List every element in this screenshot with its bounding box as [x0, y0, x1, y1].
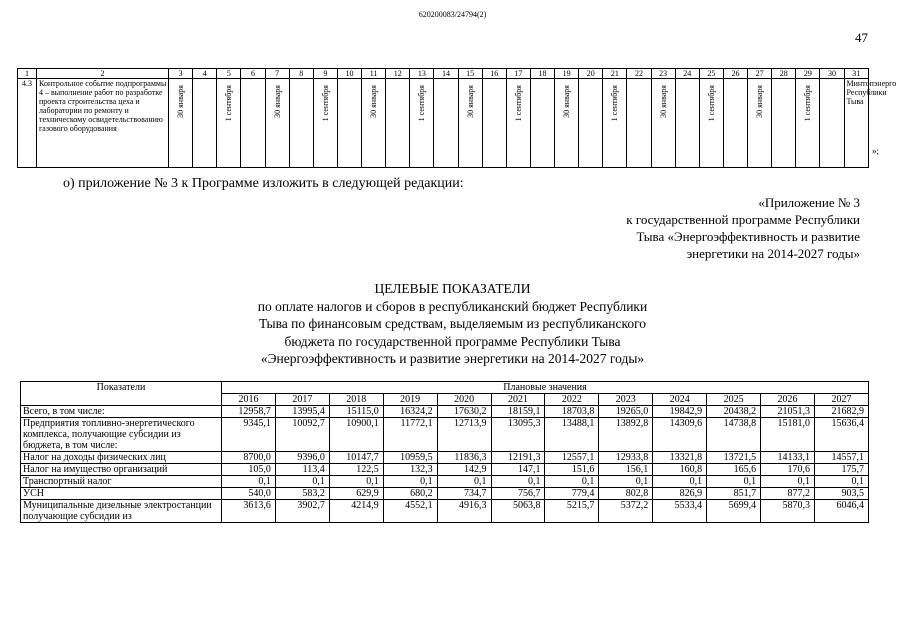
date-cell	[651, 79, 675, 168]
row-label: Предприятия топливно-энергетического комплекса, получающие субсидии из бюджета, в том числе:	[21, 418, 222, 452]
date-cell	[434, 79, 458, 168]
page-number: 47	[855, 30, 868, 45]
column-number: 13	[410, 69, 434, 79]
value-cell: 0,1	[599, 476, 653, 488]
column-number: 15	[458, 69, 482, 79]
column-number: 26	[723, 69, 747, 79]
item-number: 4.3	[18, 79, 37, 168]
column-number: 24	[675, 69, 699, 79]
value-cell: 0,1	[222, 476, 276, 488]
value-cell: 877,2	[761, 488, 815, 500]
value-cell: 0,1	[653, 476, 707, 488]
value-cell: 12191,3	[491, 452, 545, 464]
value-cell: 142,9	[437, 464, 491, 476]
value-cell: 13995,4	[275, 406, 329, 418]
value-cell: 3902,7	[275, 500, 329, 523]
date-cell	[289, 79, 313, 168]
value-cell: 11772,1	[383, 418, 437, 452]
date-cell	[386, 79, 410, 168]
date-cell	[579, 79, 603, 168]
value-cell: 15636,4	[814, 418, 868, 452]
column-number: 12	[386, 69, 410, 79]
responsible-party: Минтопэнерго Республики Тыва	[844, 79, 869, 168]
column-number: 30	[820, 69, 844, 79]
value-cell: 170,6	[761, 464, 815, 476]
year-header: 2019	[383, 394, 437, 406]
row-label: Муниципальные дизельные электростанции получающие субсидии из	[21, 500, 222, 523]
value-cell: 5870,3	[761, 500, 815, 523]
heading-line: по оплате налогов и сборов в республиканский бюджет Республики	[257, 298, 648, 314]
year-header: 2026	[761, 394, 815, 406]
value-cell: 5215,7	[545, 500, 599, 523]
value-cell: 680,2	[383, 488, 437, 500]
value-cell: 14309,6	[653, 418, 707, 452]
value-cell: 13892,8	[599, 418, 653, 452]
row-label: Налог на доходы физических лиц	[21, 452, 222, 464]
column-number: 16	[482, 69, 506, 79]
date-label: 30 января	[272, 85, 282, 118]
value-cell: 4214,9	[329, 500, 383, 523]
value-cell: 160,8	[653, 464, 707, 476]
value-cell: 0,1	[383, 476, 437, 488]
column-number: 29	[796, 69, 820, 79]
column-number: 14	[434, 69, 458, 79]
value-cell: 19265,0	[599, 406, 653, 418]
date-cell	[362, 79, 386, 168]
date-label: 30 января	[755, 85, 765, 118]
schedule-table	[17, 68, 897, 168]
date-cell	[530, 79, 554, 168]
column-number: 27	[748, 69, 772, 79]
date-cell	[241, 79, 265, 168]
date-cell	[313, 79, 337, 168]
value-cell: 0,1	[491, 476, 545, 488]
value-cell: 5063,8	[491, 500, 545, 523]
date-label: 30 января	[369, 85, 379, 118]
value-cell: 4552,1	[383, 500, 437, 523]
value-cell: 0,1	[437, 476, 491, 488]
value-cell: 5699,4	[707, 500, 761, 523]
column-number: 7	[265, 69, 289, 79]
value-cell: 0,1	[814, 476, 868, 488]
column-number: 6	[241, 69, 265, 79]
column-number: 25	[699, 69, 723, 79]
date-cell	[217, 79, 241, 168]
column-number: 4	[193, 69, 217, 79]
date-cell	[723, 79, 747, 168]
value-cell: 12557,1	[545, 452, 599, 464]
value-cell: 0,1	[707, 476, 761, 488]
heading-line: «Энергоэффективность и развитие энергетики на 2014-2027 годы»	[260, 351, 645, 366]
table-row	[21, 476, 869, 488]
year-header: 2022	[545, 394, 599, 406]
value-cell: 15115,0	[329, 406, 383, 418]
table-row	[21, 418, 869, 452]
year-header: 2027	[814, 394, 868, 406]
value-cell: 156,1	[599, 464, 653, 476]
value-cell: 122,5	[329, 464, 383, 476]
value-cell: 9396,0	[275, 452, 329, 464]
date-cell	[265, 79, 289, 168]
appendix-line: «Приложение № 3	[758, 195, 860, 210]
column-number: 2	[37, 69, 169, 79]
instruction-paragraph: о) приложение № 3 к Программе изложить в следующей редакции:	[63, 176, 464, 191]
date-cell	[627, 79, 651, 168]
table-row	[21, 464, 869, 476]
value-cell: 132,3	[383, 464, 437, 476]
value-cell: 105,0	[222, 464, 276, 476]
value-cell: 629,9	[329, 488, 383, 500]
value-cell: 10092,7	[275, 418, 329, 452]
value-cell: 13721,5	[707, 452, 761, 464]
date-cell	[772, 79, 796, 168]
column-number: 18	[530, 69, 554, 79]
date-cell	[458, 79, 482, 168]
value-cell: 113,4	[275, 464, 329, 476]
value-cell: 851,7	[707, 488, 761, 500]
heading-line: бюджета по государственной программе Республики Тыва	[284, 333, 621, 349]
value-cell: 13095,3	[491, 418, 545, 452]
document-number: 620200083/24794(2)	[418, 10, 487, 19]
value-cell: 21051,3	[761, 406, 815, 418]
year-header: 2016	[222, 394, 276, 406]
date-cell	[555, 79, 579, 168]
value-cell: 13488,1	[545, 418, 599, 452]
value-cell: 13321,8	[653, 452, 707, 464]
column-number: 8	[289, 69, 313, 79]
value-cell: 756,7	[491, 488, 545, 500]
date-label: 30 января	[465, 85, 475, 118]
date-cell	[796, 79, 820, 168]
value-cell: 12958,7	[222, 406, 276, 418]
value-cell: 903,5	[814, 488, 868, 500]
value-cell: 3613,6	[222, 500, 276, 523]
value-cell: 8700,0	[222, 452, 276, 464]
heading-title: ЦЕЛЕВЫЕ ПОКАЗАТЕЛИ	[374, 281, 531, 296]
value-cell: 734,7	[437, 488, 491, 500]
table-row	[21, 452, 869, 464]
date-label: 30 января	[658, 85, 668, 118]
planned-values-header: Плановые значения	[222, 382, 869, 394]
year-header: 2018	[329, 394, 383, 406]
value-cell: 0,1	[545, 476, 599, 488]
date-label: 1 сентября	[417, 85, 427, 122]
row-label: Всего, в том числе:	[21, 406, 222, 418]
value-cell: 14738,8	[707, 418, 761, 452]
column-number: 10	[337, 69, 361, 79]
appendix-line: энергетики на 2014-2027 годы»	[686, 246, 860, 261]
column-number: 19	[555, 69, 579, 79]
column-number: 5	[217, 69, 241, 79]
value-cell: 0,1	[275, 476, 329, 488]
column-number: 31	[844, 69, 869, 79]
value-cell: 10147,7	[329, 452, 383, 464]
value-cell: 18703,8	[545, 406, 599, 418]
year-header: 2025	[707, 394, 761, 406]
column-number: 28	[772, 69, 796, 79]
date-cell	[748, 79, 772, 168]
table-row	[21, 406, 869, 418]
value-cell: 21682,9	[814, 406, 868, 418]
date-cell	[675, 79, 699, 168]
appendix-line: Тыва «Энергоэффективность и развитие	[636, 229, 860, 244]
date-label: 1 сентября	[610, 85, 620, 122]
date-cell	[410, 79, 434, 168]
row-label: УСН	[21, 488, 222, 500]
value-cell: 151,6	[545, 464, 599, 476]
date-cell	[603, 79, 627, 168]
year-header: 2021	[491, 394, 545, 406]
value-cell: 17630,2	[437, 406, 491, 418]
value-cell: 165,6	[707, 464, 761, 476]
column-number: 22	[627, 69, 651, 79]
year-header: 2024	[653, 394, 707, 406]
value-cell: 12713,9	[437, 418, 491, 452]
date-cell	[820, 79, 844, 168]
value-cell: 5372,2	[599, 500, 653, 523]
value-cell: 6046,4	[814, 500, 868, 523]
closing-quote: »;	[872, 146, 880, 156]
table-row	[21, 500, 869, 523]
date-label: 1 сентября	[803, 85, 813, 122]
year-header: 2017	[275, 394, 329, 406]
date-cell	[169, 79, 193, 168]
column-number: 1	[18, 69, 37, 79]
year-header: 2020	[437, 394, 491, 406]
section-heading	[0, 280, 905, 368]
date-cell	[193, 79, 217, 168]
value-cell: 802,8	[599, 488, 653, 500]
value-cell: 19842,9	[653, 406, 707, 418]
value-cell: 10959,5	[383, 452, 437, 464]
indicator-column-header: Показатели	[21, 382, 222, 406]
date-cell	[482, 79, 506, 168]
value-cell: 15181,0	[761, 418, 815, 452]
column-number: 11	[362, 69, 386, 79]
row-label: Транспортный налог	[21, 476, 222, 488]
date-label: 1 сентября	[224, 85, 234, 122]
value-cell: 10900,1	[329, 418, 383, 452]
value-cell: 540,0	[222, 488, 276, 500]
column-number: 23	[651, 69, 675, 79]
heading-line: Тыва по финансовым средствам, выделяемым из республиканского	[258, 316, 647, 331]
row-label: Налог на имущество организаций	[21, 464, 222, 476]
value-cell: 147,1	[491, 464, 545, 476]
column-number: 20	[579, 69, 603, 79]
value-cell: 583,2	[275, 488, 329, 500]
value-cell: 779,4	[545, 488, 599, 500]
date-label: 1 сентября	[513, 85, 523, 122]
value-cell: 5533,4	[653, 500, 707, 523]
value-cell: 12933,8	[599, 452, 653, 464]
value-cell: 4916,3	[437, 500, 491, 523]
appendix-reference	[626, 194, 860, 262]
column-number: 17	[506, 69, 530, 79]
column-number: 21	[603, 69, 627, 79]
value-cell: 9345,1	[222, 418, 276, 452]
value-cell: 11836,3	[437, 452, 491, 464]
item-description: Контрольное событие подпрограммы 4 – выполнение работ по разработке проекта строительства цеха и лаборатории по ремонту и техническому освидетельствованию газового оборудования	[37, 79, 169, 168]
appendix-line: к государственной программе Республики	[626, 212, 860, 227]
value-cell: 18159,1	[491, 406, 545, 418]
value-cell: 826,9	[653, 488, 707, 500]
table-row	[21, 488, 869, 500]
date-label: 30 января	[562, 85, 572, 118]
targets-table	[20, 381, 869, 523]
year-header: 2023	[599, 394, 653, 406]
date-cell	[506, 79, 530, 168]
value-cell: 175,7	[814, 464, 868, 476]
column-number: 3	[169, 69, 193, 79]
value-cell: 14133,1	[761, 452, 815, 464]
value-cell: 20438,2	[707, 406, 761, 418]
value-cell: 16324,2	[383, 406, 437, 418]
date-label: 1 сентября	[706, 85, 716, 122]
column-number: 9	[313, 69, 337, 79]
value-cell: 0,1	[761, 476, 815, 488]
date-label: 1 сентября	[320, 85, 330, 122]
value-cell: 14557,1	[814, 452, 868, 464]
date-cell	[337, 79, 361, 168]
date-cell	[699, 79, 723, 168]
value-cell: 0,1	[329, 476, 383, 488]
date-label: 30 января	[176, 85, 186, 118]
